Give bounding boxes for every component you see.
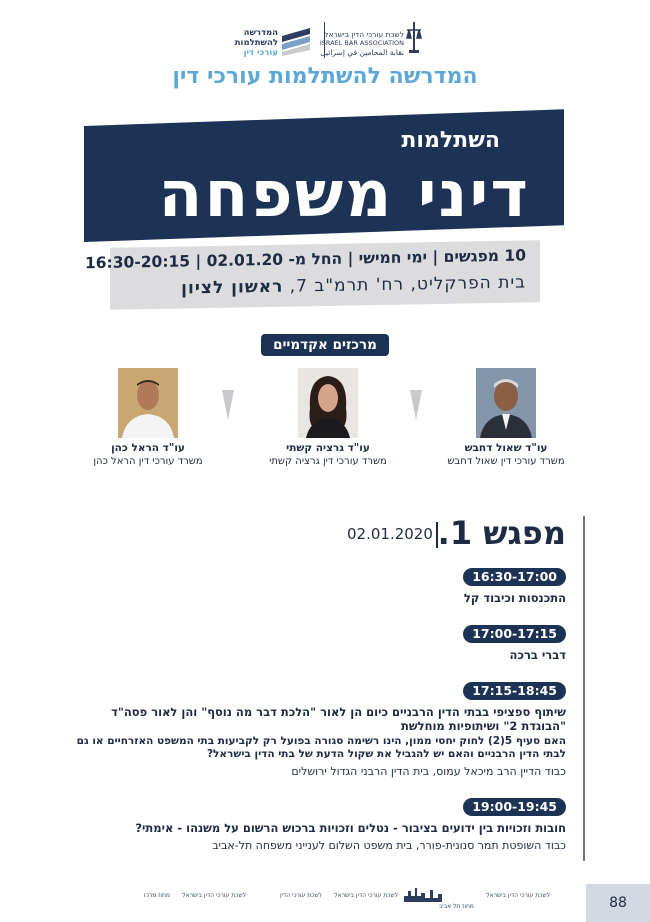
madrasha-logo-line: עורכי דין	[243, 48, 278, 58]
timeline-rule	[583, 516, 585, 861]
session-slot	[76, 680, 566, 779]
session-speaker: כבוד הדיין הרב מיכאל עמוס, בית הדין הרבני הגדול ירושלים	[291, 765, 566, 778]
coordinator-name: עו"ד גרציה קשתי	[286, 442, 370, 454]
course-info-box	[84, 240, 540, 310]
session-slot	[76, 566, 566, 605]
footer-logo-text: לשכת עורכי הדין בישראל	[486, 892, 550, 899]
meeting-separator	[436, 522, 438, 548]
madrasha-logo-line: להשתלמות	[234, 38, 278, 48]
coordinator-name: עו"ד הראל כהן	[111, 442, 185, 454]
course-title: דיני משפחה	[158, 158, 530, 232]
footer-logo	[100, 888, 170, 914]
venue-city: ראשון לציון	[181, 276, 284, 299]
bar-logo-line: לשכת עורכי הדין בישראל	[324, 30, 404, 39]
footer-logo-text: לשכת עורכי הדין בישראל	[182, 892, 246, 899]
session-slot	[76, 796, 566, 853]
coordinator-office: משרד עורכי דין הראל כהן	[93, 456, 203, 467]
person-silhouette-icon	[298, 368, 358, 438]
venue-address: בית הפרקליט, רח' תרמ"ב 7,	[283, 272, 526, 297]
footer-logo-text: לשכת עורכי הדין	[279, 892, 322, 899]
footer-logo	[328, 888, 398, 914]
session-time: 16:30-17:00	[463, 568, 566, 586]
footer-logo-text: מחוז מרכז	[143, 892, 170, 899]
session-title: שיתוף ספציפי בבתי הדין הרבניים כיום הן לאור "הלכת דבר מה נוסף" והן לאור פסה"ד "הבוגדת 2" ושיתופיות מוחלשת	[111, 705, 566, 733]
footer-logos	[100, 888, 570, 914]
coordinator-card	[68, 368, 228, 467]
person-silhouette-icon	[476, 368, 536, 438]
person-silhouette-icon	[118, 368, 178, 438]
coordinator-photo	[118, 368, 178, 438]
footer-logo-text: מחוז תל אביב	[438, 903, 474, 910]
footer-logo	[480, 888, 550, 914]
coordinator-photo	[298, 368, 358, 438]
session-slot	[76, 623, 566, 662]
divider-triangle	[410, 390, 422, 420]
madrasha-emblem-icon	[280, 26, 314, 56]
coordinator-name: עו"ד שאול דחבש	[464, 442, 548, 454]
session-time: 17:00-17:15	[463, 625, 566, 643]
org-title: המדרשה להשתלמות עורכי דין	[172, 64, 478, 89]
coordinator-office: משרד עורכי דין גרציה קשתי	[269, 456, 387, 467]
course-schedule: 10 מפגשים | ימי חמישי | החל מ- 02.01.20 | 16:30-20:15	[84, 246, 526, 273]
coordinator-card	[248, 368, 408, 467]
session-time: 19:00-19:45	[463, 798, 566, 816]
session-title: חובות וזכויות בין ידועים בציבור - נטלים וזכויות ברכוש הרשום על משנהו - אימתי?	[135, 821, 566, 835]
session-title: התכנסות וכיבוד קל	[463, 591, 566, 605]
page-number: 88	[586, 884, 650, 922]
meeting-heading: מפגש 1.	[437, 514, 566, 552]
session-speaker: כבוד השופטת תמר סנונית-פורר, בית משפט השלום לענייני משפחה תל-אביב	[212, 839, 566, 852]
course-venue	[181, 272, 526, 298]
coordinators-title: מרכזים אקדמיים	[261, 334, 389, 356]
header-logos	[234, 18, 418, 62]
madrasha-logo	[234, 18, 316, 62]
coordinator-photo	[476, 368, 536, 438]
session-time: 17:15-18:45	[463, 682, 566, 700]
bar-logo-line: نقابة المحامين في إسرائيل	[320, 48, 404, 57]
coordinator-office: משרד עורכי דין שאול דחבש	[447, 456, 565, 467]
madrasha-logo-line: המדרשה	[243, 28, 278, 38]
meeting-date: 02.01.2020	[347, 525, 433, 543]
course-type: השתלמות	[401, 128, 500, 153]
session-subtitle: האם סעיף 5(2) לחוק יחסי ממון, הינו רשימה סגורה בפועל רק לקביעות בתי המשפט האזרחיים או גם לבתי הדין הרבניים והאם יש להגביל את שקול הדעת של בתי הדין בישראל?	[76, 735, 566, 760]
session-title: דברי ברכה	[509, 648, 566, 662]
scales-of-justice-icon	[406, 20, 422, 54]
coordinator-card	[426, 368, 586, 467]
bar-association-logo	[319, 18, 422, 62]
footer-logo	[252, 888, 322, 914]
footer-logo-text: לשכת עורכי הדין בישראל	[334, 892, 398, 899]
skyline-icon	[404, 888, 448, 902]
footer-logo	[404, 888, 474, 914]
course-banner	[84, 126, 564, 242]
footer-logo	[176, 888, 246, 914]
bar-logo-line: ISRAEL BAR ASSOCIATION	[319, 39, 404, 47]
